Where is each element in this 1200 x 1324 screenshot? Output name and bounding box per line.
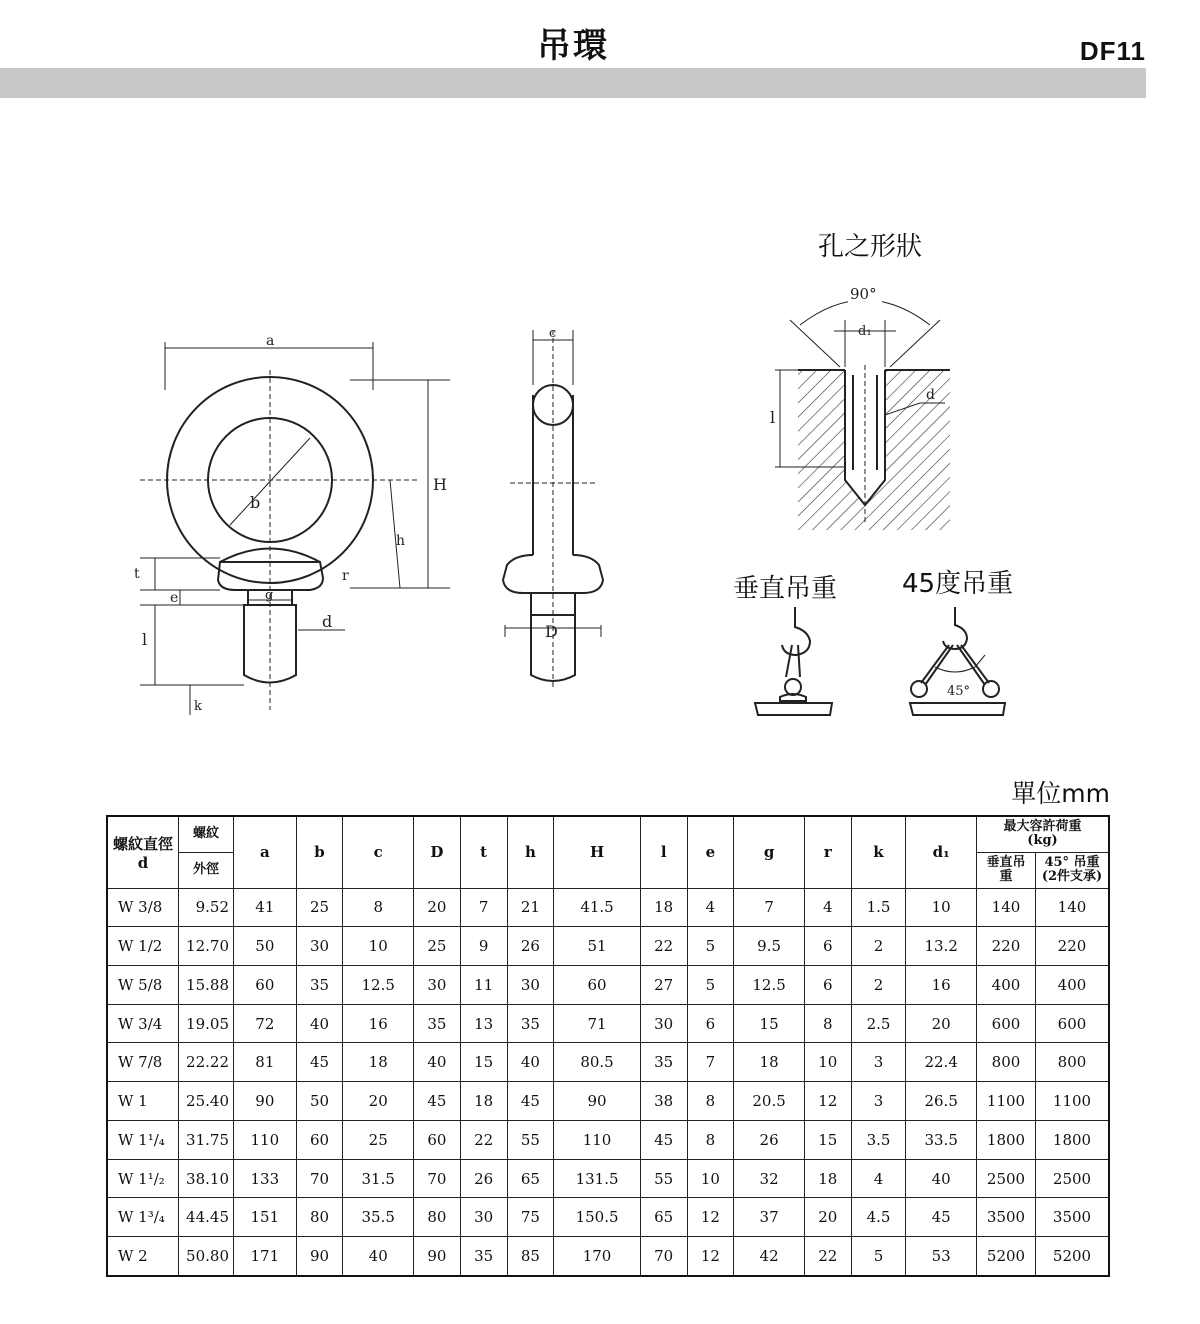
header-max-load: 最大容許荷重 (kg)	[977, 816, 1110, 852]
cell-t: 15	[460, 1043, 507, 1082]
cell-h: 35	[507, 1004, 554, 1043]
cell-size: W 2	[107, 1237, 179, 1276]
cell-a: 133	[234, 1159, 297, 1198]
table-row	[107, 1198, 1109, 1237]
cell-b: 50	[296, 1082, 343, 1121]
cell-t: 22	[460, 1120, 507, 1159]
cell-c: 16	[343, 1004, 414, 1043]
cell-H: 110	[554, 1120, 640, 1159]
cell-d1: 40	[906, 1159, 977, 1198]
cell-h: 55	[507, 1120, 554, 1159]
cell-load-vertical: 2500	[977, 1159, 1036, 1198]
vertical-lift-title: 垂直吊重	[733, 574, 838, 604]
cell-k: 2	[851, 927, 906, 966]
cell-load-45: 400	[1036, 965, 1110, 1004]
cell-b: 60	[296, 1120, 343, 1159]
cell-g: 12.5	[734, 965, 805, 1004]
cell-l: 30	[640, 1004, 687, 1043]
hole-angle-label: 90°	[850, 285, 877, 303]
header-g: g	[734, 816, 805, 888]
cell-size: W 1¹/₂	[107, 1159, 179, 1198]
cell-e: 7	[687, 1043, 734, 1082]
cell-e: 8	[687, 1120, 734, 1159]
cell-c: 31.5	[343, 1159, 414, 1198]
cell-k: 2.5	[851, 1004, 906, 1043]
cell-l: 55	[640, 1159, 687, 1198]
cell-a: 81	[234, 1043, 297, 1082]
dim-H-label: H	[433, 475, 447, 494]
cell-load-45: 220	[1036, 927, 1110, 966]
dim-e-label: e	[170, 590, 179, 606]
cell-l: 22	[640, 927, 687, 966]
cell-c: 10	[343, 927, 414, 966]
cell-h: 85	[507, 1237, 554, 1276]
cell-a: 90	[234, 1082, 297, 1121]
hole-shape-title: 孔之形狀	[818, 232, 923, 262]
header-d1: d₁	[906, 816, 977, 888]
cell-h: 65	[507, 1159, 554, 1198]
cell-d1: 45	[906, 1198, 977, 1237]
header-h: h	[507, 816, 554, 888]
cell-t: 18	[460, 1082, 507, 1121]
cell-g: 26	[734, 1120, 805, 1159]
cell-b: 40	[296, 1004, 343, 1043]
cell-d1: 22.4	[906, 1043, 977, 1082]
header-outer-1: 螺紋	[179, 816, 234, 852]
cell-d1: 13.2	[906, 927, 977, 966]
cell-t: 30	[460, 1198, 507, 1237]
table-row	[107, 1004, 1109, 1043]
cell-l: 27	[640, 965, 687, 1004]
cell-k: 4	[851, 1159, 906, 1198]
dim-c-label: c	[549, 326, 557, 341]
cell-g: 42	[734, 1237, 805, 1276]
cell-load-vertical: 1100	[977, 1082, 1036, 1121]
cell-load-45: 800	[1036, 1043, 1110, 1082]
dim-h-label: h	[396, 533, 406, 549]
cell-c: 40	[343, 1237, 414, 1276]
cell-load-vertical: 400	[977, 965, 1036, 1004]
cell-h: 21	[507, 888, 554, 927]
cell-k: 3	[851, 1082, 906, 1121]
cell-k: 4.5	[851, 1198, 906, 1237]
cell-c: 18	[343, 1043, 414, 1082]
dim-D-label: D	[545, 622, 558, 641]
cell-h: 75	[507, 1198, 554, 1237]
cell-H: 150.5	[554, 1198, 640, 1237]
cell-a: 60	[234, 965, 297, 1004]
cell-e: 12	[687, 1237, 734, 1276]
cell-a: 41	[234, 888, 297, 927]
header-load-vertical: 垂直吊重	[977, 852, 1036, 888]
vertical-lift-diagram	[750, 605, 840, 725]
cell-d1: 16	[906, 965, 977, 1004]
cell-k: 3.5	[851, 1120, 906, 1159]
cell-outer-diameter: 22.22	[179, 1043, 234, 1082]
cell-l: 38	[640, 1082, 687, 1121]
cell-l: 65	[640, 1198, 687, 1237]
hole-l-label: l	[770, 408, 776, 427]
cell-size: W 1¹/₄	[107, 1120, 179, 1159]
cell-k: 5	[851, 1237, 906, 1276]
cell-l: 18	[640, 888, 687, 927]
cell-b: 90	[296, 1237, 343, 1276]
cell-g: 37	[734, 1198, 805, 1237]
cell-h: 45	[507, 1082, 554, 1121]
cell-outer-diameter: 15.88	[179, 965, 234, 1004]
cell-load-45: 600	[1036, 1004, 1110, 1043]
cell-d1: 10	[906, 888, 977, 927]
cell-r: 15	[804, 1120, 851, 1159]
cell-c: 20	[343, 1082, 414, 1121]
cell-d1: 53	[906, 1237, 977, 1276]
cell-r: 8	[804, 1004, 851, 1043]
cell-load-45: 3500	[1036, 1198, 1110, 1237]
page-code: DF11	[1079, 36, 1146, 66]
header-r: r	[804, 816, 851, 888]
angle-lift-title: 45度吊重	[902, 569, 1014, 599]
cell-g: 15	[734, 1004, 805, 1043]
cell-load-45: 140	[1036, 888, 1110, 927]
cell-b: 25	[296, 888, 343, 927]
header-load-45: 45° 吊重 (2件支承)	[1036, 852, 1110, 888]
dim-b-label: b	[250, 493, 261, 512]
hole-d1-label: d₁	[858, 324, 872, 339]
cell-D: 90	[414, 1237, 461, 1276]
cell-D: 70	[414, 1159, 461, 1198]
hole-shape-diagram	[770, 275, 960, 535]
cell-c: 8	[343, 888, 414, 927]
cell-e: 4	[687, 888, 734, 927]
cell-r: 6	[804, 965, 851, 1004]
cell-size: W 5/8	[107, 965, 179, 1004]
cell-load-vertical: 800	[977, 1043, 1036, 1082]
table-body	[107, 888, 1109, 1276]
cell-outer-diameter: 12.70	[179, 927, 234, 966]
cell-load-45: 1800	[1036, 1120, 1110, 1159]
table-row	[107, 1043, 1109, 1082]
dim-d-label: d	[322, 612, 333, 631]
cell-load-vertical: 5200	[977, 1237, 1036, 1276]
cell-H: 41.5	[554, 888, 640, 927]
dim-r-label: r	[342, 568, 349, 584]
cell-k: 2	[851, 965, 906, 1004]
header-k: k	[851, 816, 906, 888]
table-row	[107, 888, 1109, 927]
cell-D: 30	[414, 965, 461, 1004]
cell-t: 7	[460, 888, 507, 927]
spec-table	[106, 815, 1110, 1277]
cell-e: 5	[687, 965, 734, 1004]
cell-h: 40	[507, 1043, 554, 1082]
cell-outer-diameter: 44.45	[179, 1198, 234, 1237]
dim-t-label: t	[134, 566, 140, 582]
header-H: H	[554, 816, 640, 888]
table-row	[107, 1082, 1109, 1121]
cell-l: 35	[640, 1043, 687, 1082]
cell-c: 35.5	[343, 1198, 414, 1237]
cell-size: W 3/8	[107, 888, 179, 927]
cell-g: 7	[734, 888, 805, 927]
cell-load-45: 2500	[1036, 1159, 1110, 1198]
cell-r: 18	[804, 1159, 851, 1198]
cell-t: 11	[460, 965, 507, 1004]
cell-D: 25	[414, 927, 461, 966]
cell-g: 18	[734, 1043, 805, 1082]
cell-size: W 1/2	[107, 927, 179, 966]
cell-a: 151	[234, 1198, 297, 1237]
cell-outer-diameter: 31.75	[179, 1120, 234, 1159]
cell-load-vertical: 220	[977, 927, 1036, 966]
cell-a: 72	[234, 1004, 297, 1043]
cell-b: 80	[296, 1198, 343, 1237]
table-row	[107, 965, 1109, 1004]
cell-b: 45	[296, 1043, 343, 1082]
cell-t: 26	[460, 1159, 507, 1198]
cell-r: 20	[804, 1198, 851, 1237]
cell-e: 6	[687, 1004, 734, 1043]
cell-e: 12	[687, 1198, 734, 1237]
cell-d1: 26.5	[906, 1082, 977, 1121]
cell-h: 26	[507, 927, 554, 966]
cell-d1: 20	[906, 1004, 977, 1043]
cell-g: 32	[734, 1159, 805, 1198]
cell-t: 13	[460, 1004, 507, 1043]
angle-lift-label: 45°	[947, 684, 971, 699]
cell-D: 20	[414, 888, 461, 927]
cell-H: 51	[554, 927, 640, 966]
dim-l-label: l	[142, 630, 148, 649]
cell-l: 45	[640, 1120, 687, 1159]
cell-d1: 33.5	[906, 1120, 977, 1159]
cell-k: 1.5	[851, 888, 906, 927]
cell-outer-diameter: 9.52	[179, 888, 234, 927]
header-b: b	[296, 816, 343, 888]
table-row	[107, 927, 1109, 966]
cell-size: W 1³/₄	[107, 1198, 179, 1237]
cell-t: 35	[460, 1237, 507, 1276]
eyebolt-front-view	[120, 330, 480, 730]
cell-e: 5	[687, 927, 734, 966]
hole-d-label: d	[926, 387, 935, 403]
cell-l: 70	[640, 1237, 687, 1276]
cell-load-45: 1100	[1036, 1082, 1110, 1121]
dim-g-label: g	[265, 588, 274, 603]
cell-r: 4	[804, 888, 851, 927]
header-t: t	[460, 816, 507, 888]
cell-H: 80.5	[554, 1043, 640, 1082]
header-D: D	[414, 816, 461, 888]
title-bar	[0, 68, 1146, 98]
header-l: l	[640, 816, 687, 888]
cell-load-45: 5200	[1036, 1237, 1110, 1276]
cell-load-vertical: 140	[977, 888, 1036, 927]
cell-h: 30	[507, 965, 554, 1004]
dim-k-label: k	[194, 699, 202, 714]
cell-k: 3	[851, 1043, 906, 1082]
cell-c: 25	[343, 1120, 414, 1159]
cell-r: 12	[804, 1082, 851, 1121]
cell-outer-diameter: 19.05	[179, 1004, 234, 1043]
cell-load-vertical: 1800	[977, 1120, 1036, 1159]
unit-label: 單位mm	[1011, 779, 1110, 808]
cell-r: 6	[804, 927, 851, 966]
table-row	[107, 1237, 1109, 1276]
cell-D: 60	[414, 1120, 461, 1159]
cell-H: 170	[554, 1237, 640, 1276]
cell-e: 10	[687, 1159, 734, 1198]
cell-H: 90	[554, 1082, 640, 1121]
cell-b: 70	[296, 1159, 343, 1198]
header-nominal: 螺紋直徑 d	[107, 816, 179, 888]
cell-a: 171	[234, 1237, 297, 1276]
cell-D: 80	[414, 1198, 461, 1237]
cell-a: 110	[234, 1120, 297, 1159]
cell-outer-diameter: 25.40	[179, 1082, 234, 1121]
cell-b: 30	[296, 927, 343, 966]
cell-H: 131.5	[554, 1159, 640, 1198]
cell-D: 45	[414, 1082, 461, 1121]
cell-a: 50	[234, 927, 297, 966]
cell-r: 22	[804, 1237, 851, 1276]
header-outer-2: 外徑	[179, 852, 234, 888]
cell-H: 60	[554, 965, 640, 1004]
cell-size: W 1	[107, 1082, 179, 1121]
cell-outer-diameter: 38.10	[179, 1159, 234, 1198]
table-row	[107, 1159, 1109, 1198]
cell-load-vertical: 600	[977, 1004, 1036, 1043]
cell-D: 35	[414, 1004, 461, 1043]
eyebolt-side-view	[495, 325, 625, 695]
cell-size: W 3/4	[107, 1004, 179, 1043]
cell-t: 9	[460, 927, 507, 966]
header-c: c	[343, 816, 414, 888]
cell-g: 9.5	[734, 927, 805, 966]
header-e: e	[687, 816, 734, 888]
cell-H: 71	[554, 1004, 640, 1043]
cell-r: 10	[804, 1043, 851, 1082]
cell-e: 8	[687, 1082, 734, 1121]
cell-b: 35	[296, 965, 343, 1004]
page-title: 吊環	[537, 26, 609, 66]
cell-size: W 7/8	[107, 1043, 179, 1082]
cell-load-vertical: 3500	[977, 1198, 1036, 1237]
dim-a-label: a	[266, 333, 275, 349]
table-row	[107, 1120, 1109, 1159]
cell-g: 20.5	[734, 1082, 805, 1121]
cell-outer-diameter: 50.80	[179, 1237, 234, 1276]
angle-lift-diagram	[905, 605, 1015, 725]
header-a: a	[234, 816, 297, 888]
cell-D: 40	[414, 1043, 461, 1082]
cell-c: 12.5	[343, 965, 414, 1004]
